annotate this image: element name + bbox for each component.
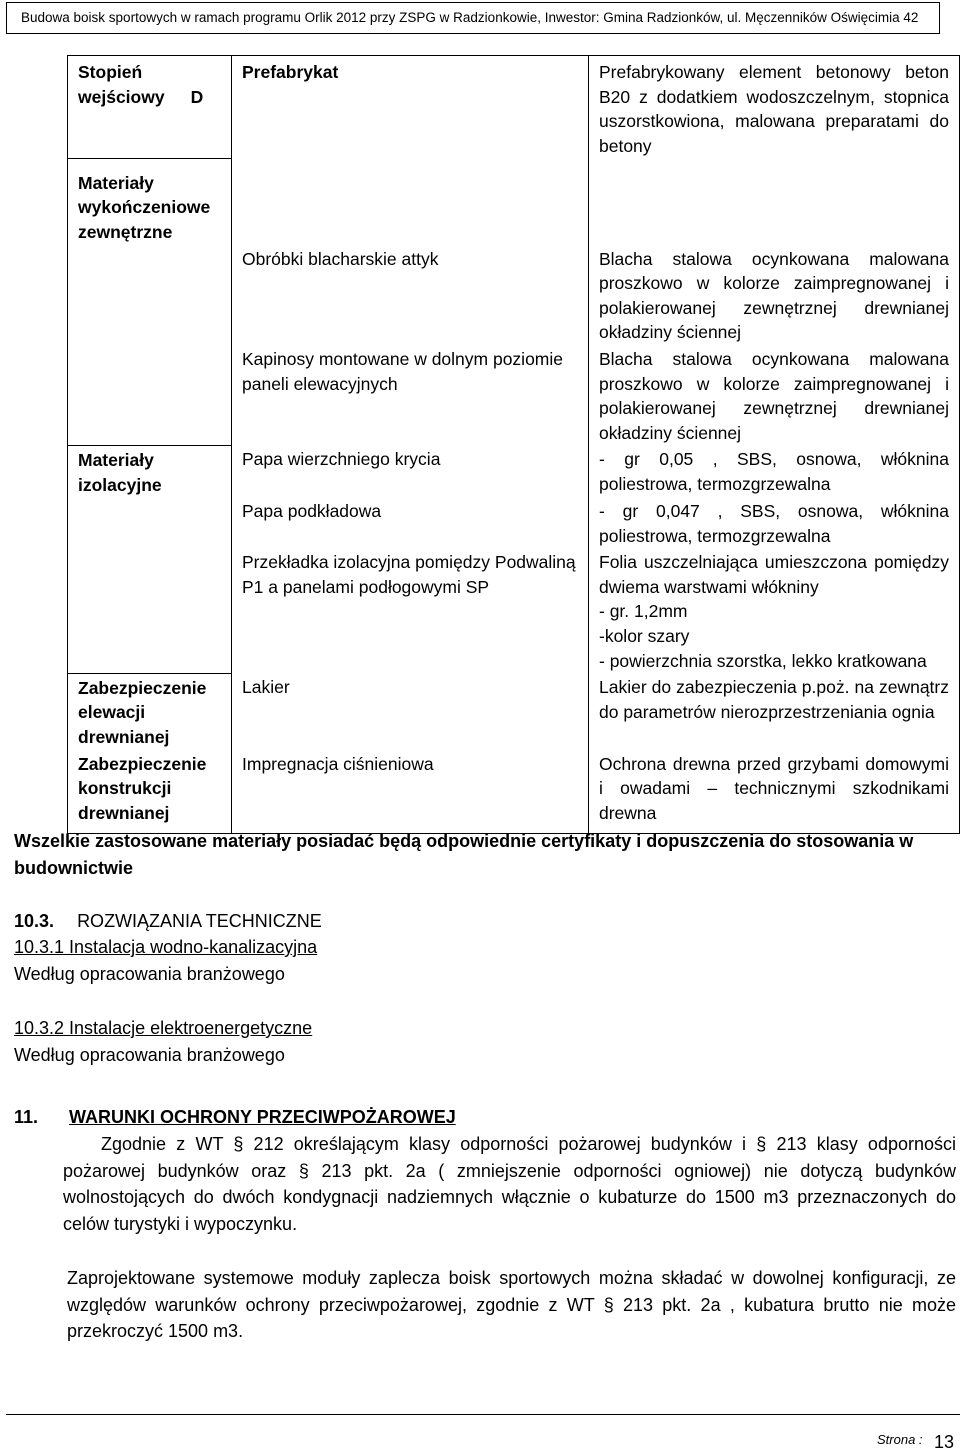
table-row	[68, 56, 960, 159]
item-cell	[232, 158, 589, 244]
description-cell: Prefabrykowany element betonowy beton B20 z dodatkiem wodoszczelnym, stopnica uszorstkowiona, malowana preparatami do betony	[589, 56, 960, 159]
table-row	[68, 445, 960, 497]
section-title: WARUNKI OCHRONY PRZECIWPOŻAROWEJ	[69, 1107, 456, 1127]
item-cell: Kapinosy montowane w dolnym poziomie paneli elewacyjnych	[232, 345, 589, 445]
category-cell: Materiały izolacyjne	[68, 445, 232, 497]
page-header: Budowa boisk sportowych w ramach programu Orlik 2012 przy ZSPG w Radzionkowie, Inwestor: Gmina Radzionków, ul. Męczenników Oświęcimia 42	[6, 2, 940, 34]
category-cell: Zabezpieczenie elewacji drewnianej	[68, 673, 232, 749]
category-cell	[68, 56, 232, 159]
certificates-note: Wszelkie zastosowane materiały posiadać będą odpowiednie certyfikaty i dopuszczenia do stosowania w budownictwie	[14, 831, 914, 878]
description-cell: - gr 0,05 , SBS, osnowa, włóknina poliestrowa, termozgrzewalna	[589, 445, 960, 497]
section-10-3-1-text: Według opracowania branżowego	[14, 964, 285, 984]
description-line: - gr. 1,2mm	[599, 601, 688, 622]
item-cell: Prefabrykat	[232, 56, 589, 159]
item-cell: Impregnacja ciśnieniowa	[232, 750, 589, 834]
materials-table	[67, 55, 960, 834]
section-10-3-2-heading: 10.3.2 Instalacje elektroenergetyczne	[14, 1018, 313, 1038]
section-10-3-1-heading: 10.3.1 Instalacja wodno-kanalizacyjna	[14, 937, 318, 957]
description-line: - powierzchnia szorstka, lekko kratkowana	[599, 650, 927, 671]
description-line: -kolor szary	[599, 626, 690, 647]
category-label: Stopień wejściowy	[78, 62, 165, 107]
fire-protection-paragraph-2: Zaprojektowane systemowe moduły zaplecza boisk sportowych można składać w dowolnej konfiguracji, ze względów warunków ochrony przeciwpożarowej, zgodnie z WT § 213 pkt. 2a , kubatura brutto nie może przekroczyć 1500 m3.	[67, 1268, 956, 1341]
description-cell	[589, 158, 960, 244]
section-number: 11.	[14, 1107, 39, 1127]
item-cell: Papa wierzchniego krycia	[232, 445, 589, 497]
item-cell: Obróbki blacharskie attyk	[232, 245, 589, 345]
section-11-heading	[14, 1104, 456, 1130]
table-row	[68, 497, 960, 548]
category-cell	[68, 548, 232, 673]
table-row	[68, 245, 960, 345]
footer-divider	[6, 1414, 960, 1415]
category-cell	[68, 345, 232, 445]
description-cell: Ochrona drewna przed grzybami domowymi i owadami – technicznymi szkodnikami drewna	[589, 750, 960, 834]
description-line: Folia uszczelniająca umieszczona pomiędzy dwiema warstwami włókniny	[599, 552, 949, 597]
table-row	[68, 750, 960, 834]
category-suffix: D	[190, 86, 204, 107]
fire-protection-paragraph-1: Zgodnie z WT § 212 określającym klasy odporności pożarowej budynków i § 213 klasy odporności pożarowej budynków oraz § 213 pkt. 2a ( zmniejszenie odporności ogniowej) nie dotyczą budynków wolnostojących do dwóch kondygnacji nadziemnych włącznie o kubaturze do 1500 m3 przeznaczonych do celów turystyki i wypoczynku.	[63, 1134, 956, 1234]
category-cell: Zabezpieczenie konstrukcji drewnianej	[68, 750, 232, 834]
section-10-3-2-text: Według opracowania branżowego	[14, 1045, 285, 1065]
table-row	[68, 345, 960, 445]
item-cell: Papa podkładowa	[232, 497, 589, 548]
category-cell: Materiały wykończeniowe zewnętrzne	[68, 158, 232, 244]
description-cell: - gr 0,047 , SBS, osnowa, włóknina poliestrowa, termozgrzewalna	[589, 497, 960, 548]
footer-page-number: 13	[934, 1432, 955, 1452]
section-10-3-heading	[14, 908, 322, 934]
table-row	[68, 158, 960, 244]
description-cell: Blacha stalowa ocynkowana malowana proszkowo w kolorze zaimpregnowanej i polakierowanej zewnętrznej drewnianej okładziny ściennej	[589, 245, 960, 345]
category-cell	[68, 497, 232, 548]
section-title: ROZWIĄZANIA TECHNICZNE	[77, 911, 322, 931]
description-cell	[589, 548, 960, 673]
category-cell	[68, 245, 232, 345]
section-number: 10.3.	[14, 911, 55, 931]
item-cell: Przekładka izolacyjna pomiędzy Podwaliną P1 a panelami podłogowymi SP	[232, 548, 589, 673]
description-cell: Blacha stalowa ocynkowana malowana proszkowo w kolorze zaimpregnowanej i polakierowanej zewnętrznej drewnianej okładziny ściennej	[589, 345, 960, 445]
description-cell: Lakier do zabezpieczenia p.poż. na zewnątrz do parametrów nierozprzestrzeniania ognia	[589, 673, 960, 749]
table-row	[68, 548, 960, 673]
footer-page-label: Strona :	[877, 1432, 923, 1447]
table-row	[68, 673, 960, 749]
item-cell: Lakier	[232, 673, 589, 749]
